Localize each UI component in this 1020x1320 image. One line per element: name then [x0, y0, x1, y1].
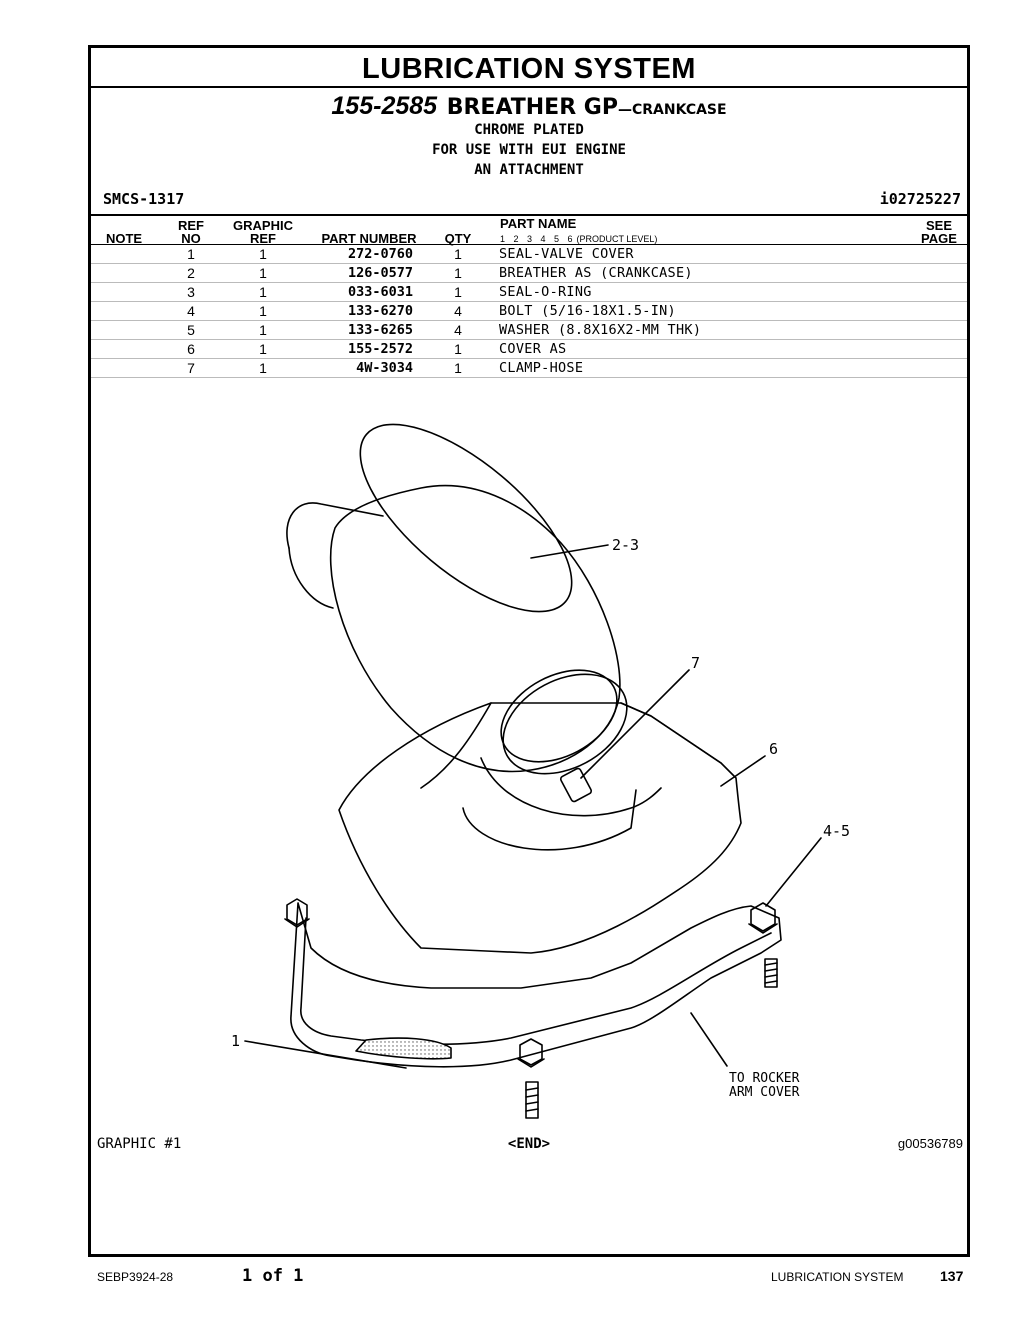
document-number: SEBP3924-28 [97, 1270, 174, 1284]
quantity: 4 [454, 303, 462, 319]
col-part-number: PART NUMBER [321, 231, 417, 246]
part-number: 126-0577 [347, 265, 413, 281]
group-part-number: 155-2585 [331, 92, 438, 120]
outlet-tube [287, 503, 383, 548]
col-ref-bottom: NO [181, 231, 201, 246]
part-number: 033-6031 [347, 284, 413, 300]
part-name: COVER AS [499, 341, 567, 357]
rocker-note-line2: ARM COVER [729, 1085, 800, 1100]
outlet-tube-lower [289, 548, 333, 608]
ref-no: 6 [187, 341, 195, 357]
valve-cover-seal [356, 1038, 451, 1059]
illustration-id: i02725227 [879, 190, 961, 208]
graphic-id: g00536789 [897, 1136, 963, 1151]
graphic-ref: 1 [259, 265, 267, 281]
footer-section: LUBRICATION SYSTEM [771, 1270, 904, 1284]
leader-4-5 [766, 838, 821, 906]
part-number: 155-2572 [347, 341, 413, 357]
col-see-bottom: PAGE [921, 231, 957, 246]
graphic-ref: 1 [259, 246, 267, 262]
part-number: 133-6270 [347, 303, 413, 319]
page-title: LUBRICATION SYSTEM [91, 48, 967, 88]
quantity: 1 [454, 341, 462, 357]
leader-rocker [691, 1013, 727, 1066]
graphic-ref: 1 [259, 341, 267, 357]
flange-inner [301, 918, 771, 1044]
cover-assembly [339, 703, 741, 953]
graphic-ref: 1 [259, 360, 267, 376]
part-name: BOLT (5/16-18X1.5-IN) [499, 303, 676, 319]
part-name: CLAMP-HOSE [499, 360, 584, 376]
col-part-name: PART NAME [500, 216, 577, 231]
col-graphic-bottom: REF [250, 231, 276, 246]
ref-no: 7 [187, 360, 195, 376]
part-number: 133-6265 [347, 322, 413, 338]
col-ref-top: REF [178, 218, 204, 233]
part-name: WASHER (8.8X16X2-MM THK) [499, 322, 702, 338]
page-of: 1 of 1 [242, 1266, 304, 1286]
part-number: 4W-3034 [356, 360, 413, 376]
col-qty: QTY [444, 231, 472, 246]
col-see-top: SEE [925, 218, 952, 233]
ref-no: 2 [187, 265, 195, 281]
stud-thread [765, 959, 777, 987]
leader-6 [721, 756, 765, 786]
group-note: AN ATTACHMENT [474, 162, 584, 178]
ref-no: 3 [187, 284, 195, 300]
smcs-code: SMCS-1317 [103, 190, 185, 208]
stud-thread [526, 1082, 538, 1118]
part-number: 272-0760 [347, 246, 413, 262]
quantity: 1 [454, 284, 462, 300]
quantity: 1 [454, 265, 462, 281]
graphic-label: GRAPHIC #1 [97, 1136, 182, 1152]
ref-no: 5 [187, 322, 195, 338]
quantity: 1 [454, 360, 462, 376]
part-name: SEAL-O-RING [499, 284, 592, 300]
graphic-ref: 1 [259, 284, 267, 300]
breather-collar-base [463, 790, 636, 850]
col-note: NOTE [105, 231, 143, 246]
end-marker: <END> [507, 1136, 551, 1152]
ref-no: 4 [187, 303, 195, 319]
clamp-screw [560, 767, 593, 802]
callout-6: 6 [769, 740, 779, 758]
quantity: 4 [454, 322, 462, 338]
part-name: BREATHER AS (CRANKCASE) [499, 265, 693, 281]
group-qualifier: —CRANKCASE [618, 102, 727, 118]
page-frame [88, 45, 970, 1257]
cover-top-edge [421, 703, 721, 788]
clamp-band [485, 652, 632, 781]
level-numbers: 1 2 3 4 5 6 [500, 234, 573, 244]
callout-7: 7 [691, 654, 701, 672]
group-note: FOR USE WITH EUI ENGINE [432, 142, 626, 158]
group-note: CHROME PLATED [474, 122, 584, 138]
col-graphic-top: GRAPHIC [233, 218, 293, 233]
callout-1: 1 [231, 1032, 241, 1050]
product-level-label: (PRODUCT LEVEL) [576, 234, 658, 244]
part-name: SEAL-VALVE COVER [499, 246, 634, 262]
leader-2-3 [531, 545, 608, 558]
group-name: BREATHER GP [446, 95, 618, 120]
callout-4-5: 4-5 [823, 822, 851, 840]
callout-2-3: 2-3 [612, 536, 640, 554]
rocker-note-line1: TO ROCKER [729, 1071, 800, 1086]
ref-no: 1 [187, 246, 195, 262]
breather-drawing [91, 48, 967, 1254]
graphic-ref: 1 [259, 303, 267, 319]
graphic-ref: 1 [259, 322, 267, 338]
quantity: 1 [454, 246, 462, 262]
breather-top [331, 392, 601, 643]
leader-7 [581, 670, 689, 778]
page-number: 137 [940, 1268, 964, 1284]
